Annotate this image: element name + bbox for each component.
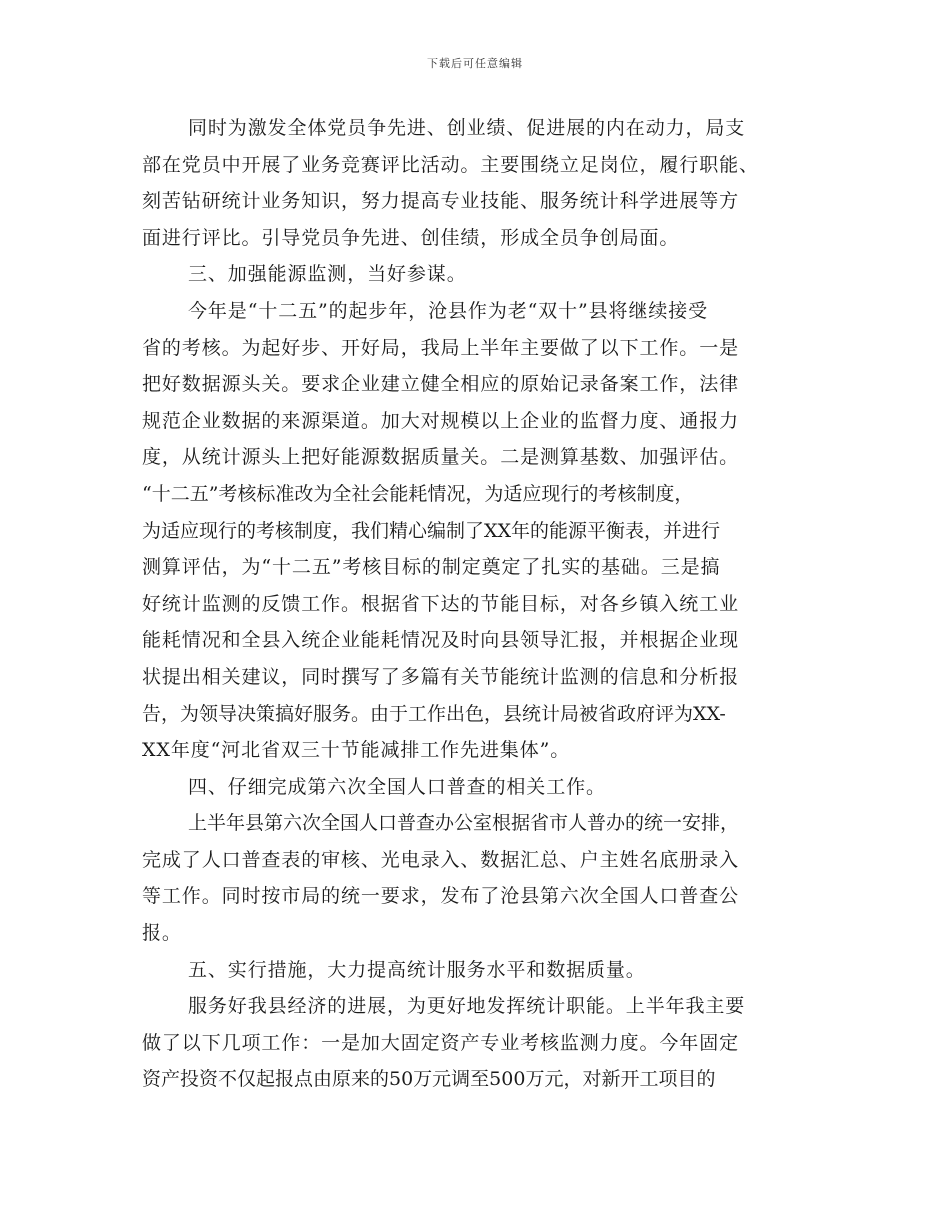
text-line: XX年度“河北省双三十节能减排工作先进集体”。 — [142, 739, 571, 762]
text-line: 为适应现行的考核制度，我们精心编制了XX年的能源平衡表，并进行 — [142, 519, 721, 542]
text-line: 告，为领导决策搞好服务。由于工作出色，县统计局被省政府评为XX- — [142, 702, 726, 725]
text-line: 服务好我县经济的进展，为更好地发挥统计职能。上半年我主要 — [188, 995, 746, 1018]
text-line: 能耗情况和全县入统企业能耗情况及时向县领导汇报，并根据企业现 — [142, 629, 740, 652]
text-line: 部在党员中开展了业务竞赛评比活动。主要围绕立足岗位，履行职能、 — [142, 153, 759, 176]
text-line: 度，从统计源头上把好能源数据质量关。二是测算基数、加强评估。 — [142, 446, 740, 469]
page-header-note: 下载后可任意编辑 — [427, 57, 523, 70]
text-line: “十二五”考核标准改为全社会能耗情况，为适应现行的考核制度， — [142, 482, 694, 505]
text-line: 把好数据源头关。要求企业建立健全相应的原始记录备案工作，法律 — [142, 373, 740, 396]
text-line: 做了以下几项工作：一是加大固定资产专业考核监测力度。今年固定 — [142, 1031, 740, 1054]
text-line: 好统计监测的反馈工作。根据省下达的节能目标，对各乡镇入统工业 — [142, 592, 740, 615]
text-line: 规范企业数据的来源渠道。加大对规模以上企业的监督力度、通报力 — [142, 409, 740, 432]
text-line: 刻苦钻研统计业务知识，努力提高专业技能、服务统计科学进展等方 — [142, 190, 740, 213]
section-heading: 四、仔细完成第六次全国人口普查的相关工作。 — [188, 775, 606, 798]
section-heading: 五、实行措施，大力提高统计服务水平和数据质量。 — [188, 958, 646, 981]
text-line: 状提出相关建议，同时撰写了多篇有关节能统计监测的信息和分析报 — [142, 665, 740, 688]
section-heading: 三、加强能源监测，当好参谋。 — [188, 263, 467, 286]
document-body — [142, 110, 802, 1098]
text-line: 今年是“十二五”的起步年，沧县作为老“双十”县将继续接受 — [188, 299, 709, 322]
text-line: 上半年县第六次全国人口普查办公室根据省市人普办的统一安排， — [188, 812, 740, 835]
text-line: 完成了人口普查表的审核、光电录入、数据汇总、户主姓名底册录入 — [142, 848, 740, 871]
text-line: 省的考核。为起好步、开好局，我局上半年主要做了以下工作。一是 — [142, 336, 740, 359]
text-line: 面进行评比。引导党员争先进、创佳绩，形成全员争创局面。 — [142, 226, 680, 249]
text-line: 测算评估，为“十二五”考核目标的制定奠定了扎实的基础。三是搞 — [142, 556, 721, 579]
text-line: 报。 — [142, 922, 182, 945]
text-line: 资产投资不仅起报点由原来的50万元调至500万元，对新开工项目的 — [142, 1068, 716, 1091]
text-line: 同时为激发全体党员争先进、创业绩、促进展的内在动力，局支 — [188, 117, 746, 139]
text-line: 等工作。同时按市局的统一要求，发布了沧县第六次全国人口普查公 — [142, 885, 740, 908]
